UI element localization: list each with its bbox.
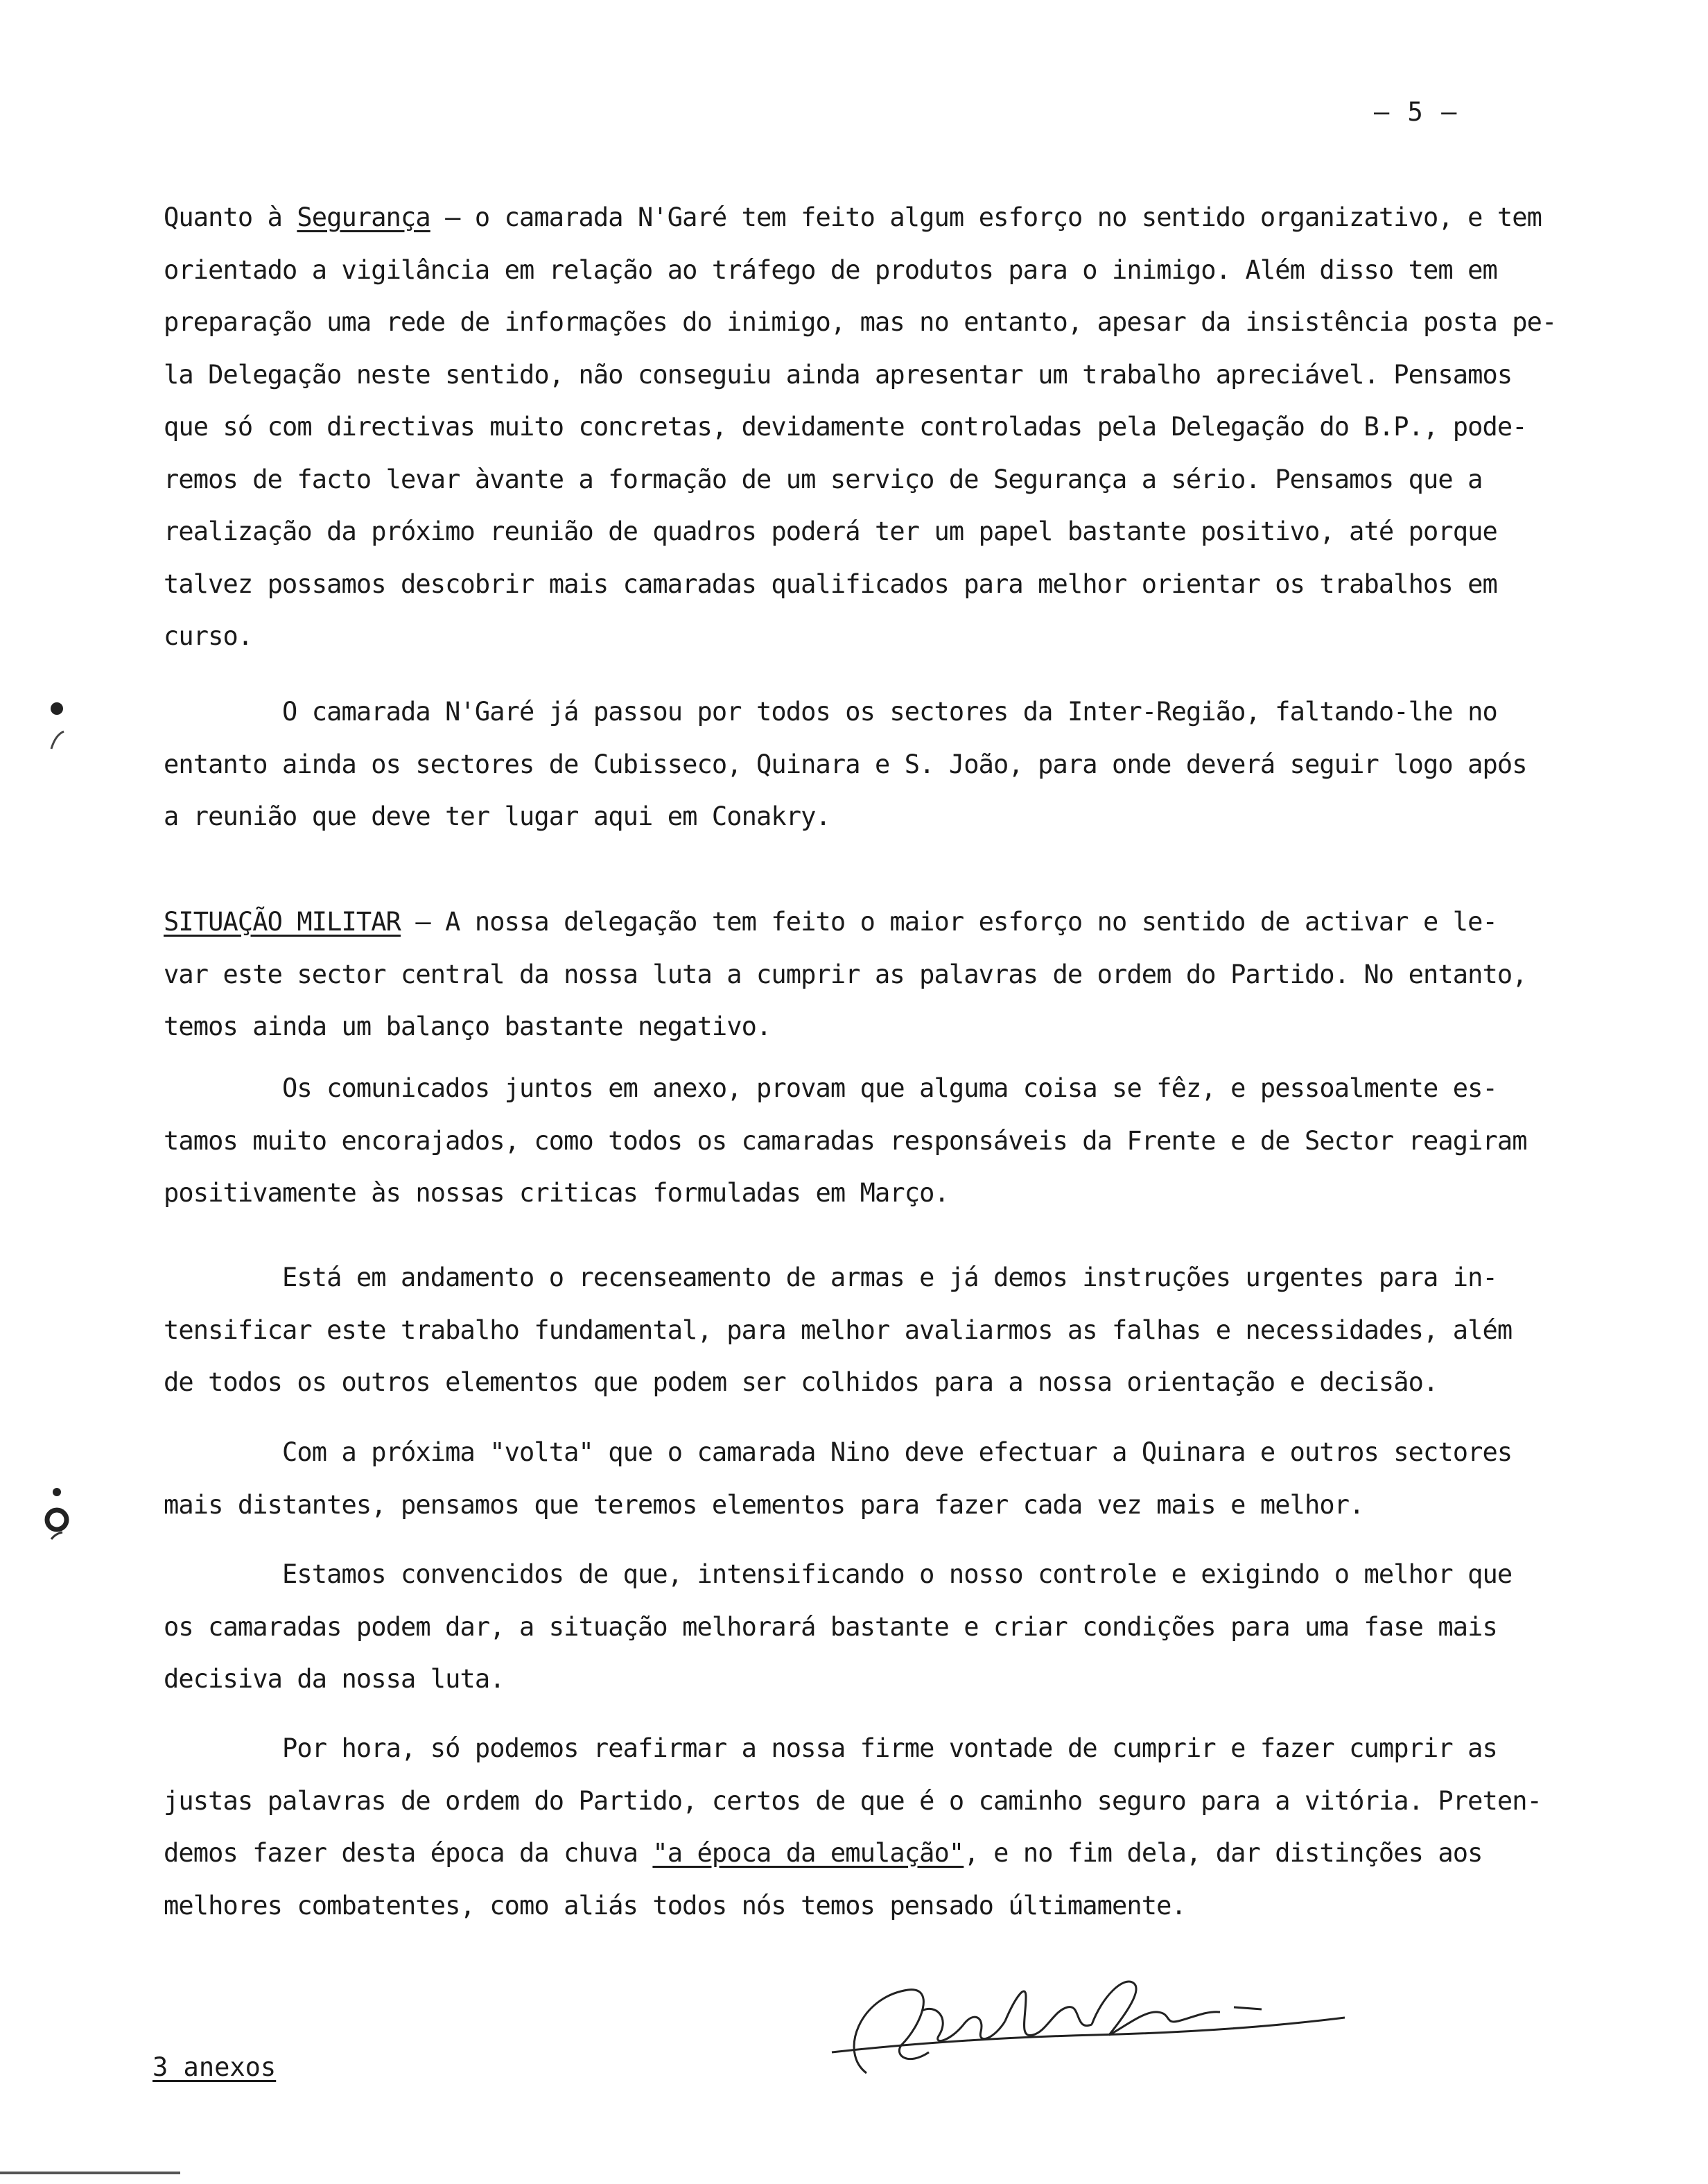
text-line xyxy=(164,1304,1512,1357)
line-text: demos fazer desta época da chuva xyxy=(164,1838,653,1868)
line-text: realização da próximo reunião de quadros poderá ter um papel bastante positivo, até porque xyxy=(164,517,1497,546)
margin-dot-mark xyxy=(43,700,71,756)
paragraph-reafirmar xyxy=(164,1722,1542,1932)
line-text: Os comunicados juntos em anexo, provam que alguma coisa se fêz, e pessoalmente es- xyxy=(164,1073,1497,1103)
text-line xyxy=(164,1880,1542,1932)
page-number: — 5 — xyxy=(1374,97,1458,127)
text-line xyxy=(164,1062,1527,1115)
text-line xyxy=(164,401,1556,453)
margin-ring-mark xyxy=(43,1484,71,1560)
paragraph-comunicados xyxy=(164,1062,1527,1220)
text-line xyxy=(164,948,1527,1001)
text-line xyxy=(164,738,1527,791)
annex-count: 3 anexos xyxy=(152,2052,277,2082)
line-text: os camaradas podem dar, a situação melhorará bastante e criar condições para uma fase mais xyxy=(164,1611,1497,1642)
line-text: , e no fim dela, dar distinções aos xyxy=(964,1838,1483,1868)
text-line xyxy=(164,1167,1527,1220)
line-text: orientado a vigilância em relação ao tráfego de produtos para o inimigo. Além disso tem em xyxy=(164,254,1497,285)
paragraph-ngare-sectores xyxy=(164,686,1527,843)
line-text: O camarada N'Garé já passou por todos os sectores da Inter-Região, faltando-lhe no xyxy=(164,697,1497,727)
text-line xyxy=(164,686,1527,738)
line-text: mais distantes, pensamos que teremos elementos para fazer cada vez mais e melhor. xyxy=(164,1489,1364,1520)
line-text: temos ainda um balanço bastante negativo. xyxy=(164,1012,772,1041)
line-text: Está em andamento o recenseamento de armas e já demos instruções urgentes para in- xyxy=(164,1263,1497,1292)
paragraph-seguranca xyxy=(164,191,1556,663)
text-line xyxy=(164,610,1556,663)
line-text: talvez possamos descobrir mais camaradas qualificados para melhor orientar os trabalhos em xyxy=(164,569,1497,599)
text-line xyxy=(164,1722,1542,1775)
line-text: a reunião que deve ter lugar aqui em Conakry. xyxy=(164,801,830,831)
underlined-text: SITUAÇÃO MILITAR xyxy=(164,907,401,937)
underlined-text: Segurança xyxy=(297,202,430,232)
scan-edge-rule xyxy=(0,2172,180,2174)
line-text: la Delegação neste sentido, não conseguiu ainda apresentar um trabalho apreciável. Pensamos xyxy=(164,359,1513,390)
line-text: decisiva da nossa luta. xyxy=(164,1664,505,1694)
text-line xyxy=(164,896,1527,948)
line-text: tensificar este trabalho fundamental, para melhor avaliarmos as falhas e necessidades, além xyxy=(164,1315,1513,1345)
line-text: justas palavras de ordem do Partido, certos de que é o caminho seguro para a vitória. Preten- xyxy=(164,1785,1542,1816)
line-text: entanto ainda os sectores de Cubisseco, Quinara e S. João, para onde deverá seguir logo após xyxy=(164,749,1527,779)
line-text: Estamos convencidos de que, intensificando o nosso controle e exigindo o melhor que xyxy=(164,1559,1513,1589)
text-line xyxy=(164,1000,1527,1053)
line-text: remos de facto levar àvante a formação de um serviço de Segurança a sério. Pensamos que a xyxy=(164,464,1483,494)
text-line xyxy=(164,1827,1542,1880)
text-line xyxy=(164,1775,1542,1828)
paragraph-situacao-militar xyxy=(164,896,1527,1053)
paragraph-recenseamento xyxy=(164,1251,1512,1409)
text-line xyxy=(164,296,1556,349)
text-line xyxy=(164,790,1527,843)
text-line xyxy=(164,1251,1512,1304)
underlined-text: "a época da emulação" xyxy=(652,1838,964,1868)
text-line xyxy=(164,1356,1512,1409)
text-line xyxy=(164,1115,1527,1168)
line-text: tamos muito encorajados, como todos os camaradas responsáveis da Frente e de Sector reagiram xyxy=(164,1125,1527,1156)
text-line xyxy=(164,558,1556,611)
text-line xyxy=(164,1548,1512,1601)
line-text: positivamente às nossas criticas formuladas em Março. xyxy=(164,1178,949,1208)
line-text: Quanto à xyxy=(164,202,297,232)
line-text: Com a próxima "volta" que o camarada Nino deve efectuar a Quinara e outros sectores xyxy=(164,1437,1513,1467)
line-text: Por hora, só podemos reafirmar a nossa firme vontade de cumprir e fazer cumprir as xyxy=(164,1733,1497,1763)
paragraph-convencidos xyxy=(164,1548,1512,1706)
text-line xyxy=(164,1426,1512,1479)
paragraph-proxima-volta xyxy=(164,1426,1512,1531)
text-line xyxy=(164,349,1556,401)
line-text: de todos os outros elementos que podem ser colhidos para a nossa orientação e decisão. xyxy=(164,1367,1438,1397)
text-line xyxy=(164,191,1556,244)
text-line xyxy=(164,453,1556,506)
text-line xyxy=(164,1479,1512,1532)
text-line xyxy=(164,244,1556,297)
line-text: — o camarada N'Garé tem feito algum esforço no sentido organizativo, e tem xyxy=(430,202,1542,232)
text-line xyxy=(164,505,1556,558)
text-line xyxy=(164,1601,1512,1654)
line-text: preparação uma rede de informações do inimigo, mas no entanto, apesar da insistência posta pe- xyxy=(164,307,1557,337)
line-text: que só com directivas muito concretas, devidamente controladas pela Delegação do B.P., pode- xyxy=(164,412,1527,442)
line-text: curso. xyxy=(164,621,253,651)
line-text: melhores combatentes, como aliás todos nós temos pensado últimamente. xyxy=(164,1890,1186,1921)
line-text: var este sector central da nossa luta a cumprir as palavras de ordem do Partido. No entanto, xyxy=(164,959,1527,989)
text-line xyxy=(164,1653,1512,1706)
handwritten-signature xyxy=(818,1969,1359,2087)
line-text: — A nossa delegação tem feito o maior esforço no sentido de activar e le- xyxy=(401,907,1497,937)
